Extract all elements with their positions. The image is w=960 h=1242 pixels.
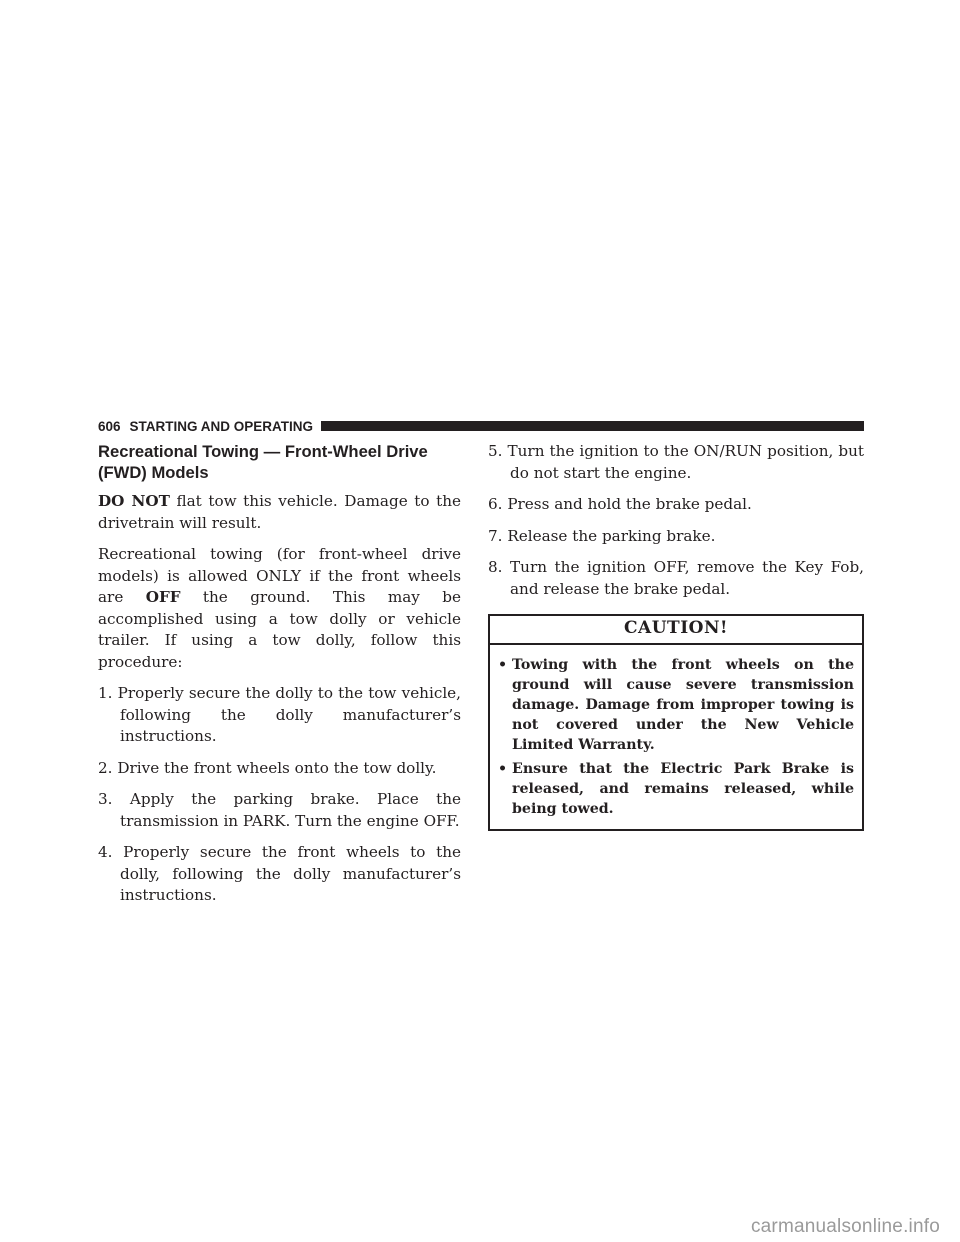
warning-paragraph: [98, 491, 461, 534]
step-4: 4. Properly secure the front wheels to the dolly, following the dolly manufacturer’s instructions.: [98, 843, 461, 904]
step-8: 8. Turn the ignition OFF, remove the Key Fob, and release the brake pedal.: [488, 558, 864, 598]
caution-item-text: Towing with the front wheels on the ground will cause severe transmission damage. Damage from improper towing is not covered under the New Vehicle Limited Warranty.: [512, 656, 854, 753]
intro-text-after: the ground. This may be accomplished using a tow dolly or vehicle trailer. If using a tow dolly, follow this procedure:: [98, 588, 461, 671]
step-6: 6. Press and hold the brake pedal.: [488, 495, 752, 513]
caution-body: [490, 645, 862, 829]
page-number: 606: [98, 418, 121, 434]
warning-text: flat tow this vehicle. Damage to the drivetrain will result.: [98, 492, 461, 532]
caution-item-text: Ensure that the Electric Park Brake is released, and remains released, while being towed.: [512, 760, 854, 817]
step-1: 1. Properly secure the dolly to the tow vehicle, following the dolly manufacturer’s instructions.: [98, 684, 461, 745]
section-title: STARTING AND OPERATING: [129, 418, 314, 434]
bullet-icon: •: [498, 760, 508, 777]
left-column: [98, 441, 461, 917]
intro-text-before: Recreational towing (for front-wheel drive models) is allowed ONLY if the front wheels are: [98, 545, 461, 606]
warning-lead: DO NOT: [98, 492, 170, 510]
header-rule: [321, 421, 864, 431]
caution-title: CAUTION!: [490, 616, 862, 645]
watermark: carmanualsonline.info: [750, 1216, 940, 1237]
caution-item: [498, 655, 854, 755]
right-column: [488, 441, 864, 831]
step-5: 5. Turn the ignition to the ON/RUN position, but do not start the engine.: [488, 442, 864, 482]
intro-paragraph: [98, 544, 461, 673]
intro-text-bold: OFF: [145, 588, 181, 606]
caution-item: [498, 759, 854, 819]
caution-box: [488, 614, 864, 831]
step-7: 7. Release the parking brake.: [488, 526, 716, 545]
bullet-icon: •: [498, 656, 508, 673]
page-header: [98, 417, 864, 435]
step-3: 3. Apply the parking brake. Place the transmission in PARK. Turn the engine OFF.: [98, 790, 461, 830]
step-2: 2. Drive the front wheels onto the tow dolly.: [98, 758, 437, 777]
page-title: Recreational Towing — Front-Wheel Drive (FWD) Models: [98, 442, 428, 482]
